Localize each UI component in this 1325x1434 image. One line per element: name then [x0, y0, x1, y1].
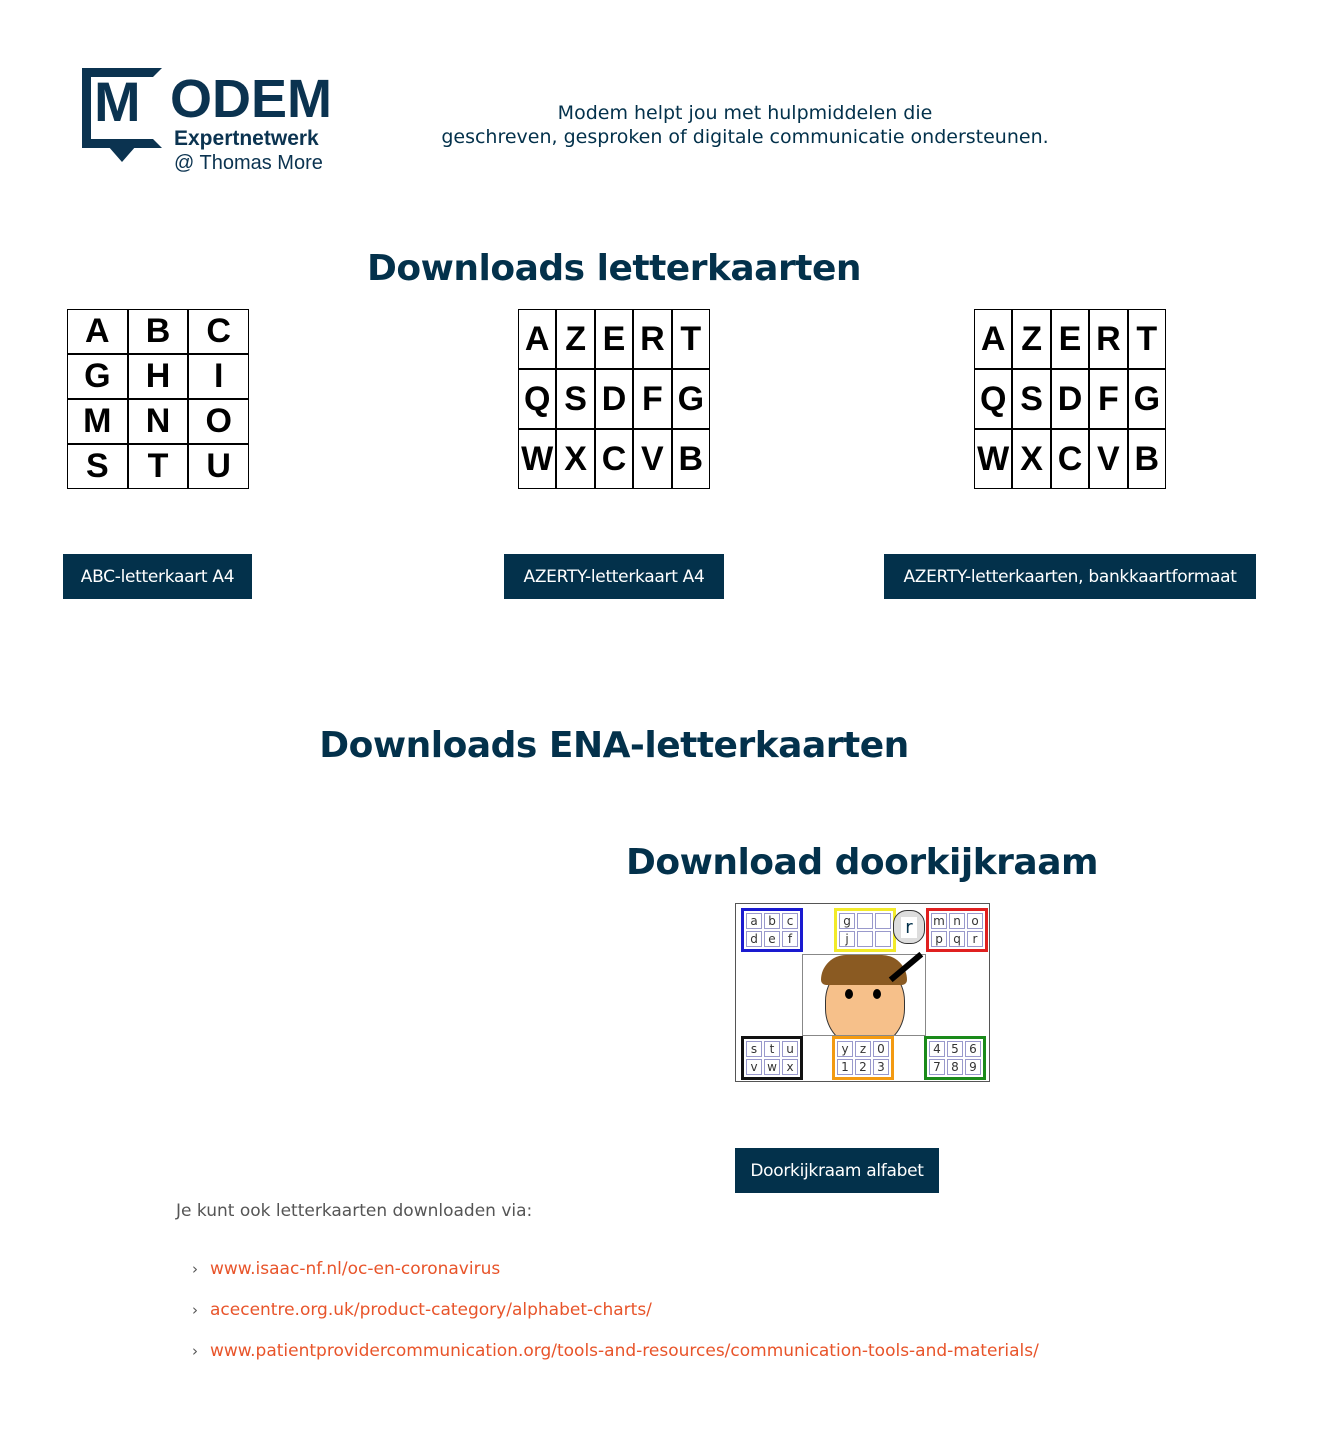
modem-logo[interactable]: [82, 68, 342, 178]
letter-cell: Z: [557, 310, 593, 368]
letter-cell: S: [1013, 370, 1049, 428]
chevron-right-icon: ›: [192, 1342, 198, 1360]
letter-cell: S: [68, 445, 127, 488]
letter-cell: 2: [855, 1059, 871, 1075]
logo-m: M: [94, 70, 139, 133]
letter-cell: 8: [947, 1059, 963, 1075]
link-text[interactable]: www.patientprovidercommunication.org/tools-and-resources/communication-tools-and-materials/: [210, 1341, 1039, 1361]
letter-cell: D: [596, 370, 632, 428]
letter-cell: E: [1052, 310, 1088, 368]
letter-cell: 9: [965, 1059, 981, 1075]
letter-cell: C: [596, 430, 632, 488]
letter-cell: y: [837, 1041, 853, 1057]
letter-cell: a: [746, 913, 762, 929]
logo-subtitle: Expertnetwerk: [174, 127, 319, 150]
letter-cell: A: [975, 310, 1011, 368]
letter-cell: d: [746, 931, 762, 947]
letter-cell: M: [68, 400, 127, 443]
heading-ena-letterkaarten: Downloads ENA-letterkaarten: [319, 725, 909, 766]
letter-cell: 7: [929, 1059, 945, 1075]
letter-cell: C: [189, 310, 248, 353]
letter-cell: [857, 913, 873, 929]
letter-cell: B: [673, 430, 709, 488]
letter-cell: N: [129, 400, 188, 443]
letter-cell: j: [839, 931, 855, 947]
letter-cell: W: [519, 430, 555, 488]
letter-cell: g: [839, 913, 855, 929]
letter-cell: b: [764, 913, 780, 929]
letter-group: [832, 1036, 894, 1080]
azerty-bankkaart-button[interactable]: AZERTY-letterkaarten, bankkaartformaat: [884, 554, 1256, 599]
letter-cell: E: [596, 310, 632, 368]
letter-cell: A: [68, 310, 127, 353]
tagline: [380, 101, 1110, 149]
letter-cell: e: [764, 931, 780, 947]
letter-cell: Q: [975, 370, 1011, 428]
letter-cell: Q: [519, 370, 555, 428]
letter-cell: G: [673, 370, 709, 428]
letter-cell: A: [519, 310, 555, 368]
letter-cell: p: [931, 931, 947, 947]
letter-cell: I: [189, 355, 248, 398]
letter-cell: F: [634, 370, 670, 428]
doorkijkraam-preview[interactable]: [735, 903, 990, 1082]
letter-cell: B: [1129, 430, 1165, 488]
letter-cell: 4: [929, 1041, 945, 1057]
logo-odem: ODEM: [170, 69, 332, 129]
letter-cell: G: [1129, 370, 1165, 428]
letter-cell: q: [949, 931, 965, 947]
letter-group: [741, 1036, 803, 1080]
link-acecentre[interactable]: [192, 1300, 652, 1320]
letter-cell: 0: [873, 1041, 889, 1057]
letter-cell: V: [1090, 430, 1126, 488]
letter-cell: w: [764, 1059, 780, 1075]
letter-cell: O: [189, 400, 248, 443]
letter-cell: V: [634, 430, 670, 488]
abc-letterkaart-button[interactable]: ABC-letterkaart A4: [63, 554, 252, 599]
azerty-bankkaart-preview[interactable]: [974, 309, 1166, 489]
letter-cell: [857, 931, 873, 947]
letter-cell: T: [673, 310, 709, 368]
letter-cell: r: [967, 931, 983, 947]
chevron-right-icon: ›: [192, 1301, 198, 1319]
letter-cell: v: [746, 1059, 762, 1075]
bubble-letter: r: [901, 917, 916, 938]
letter-cell: 3: [873, 1059, 889, 1075]
also-download-text: Je kunt ook letterkaarten downloaden via:: [176, 1201, 533, 1221]
letter-cell: t: [764, 1041, 780, 1057]
link-text[interactable]: acecentre.org.uk/product-category/alphabet-charts/: [210, 1300, 652, 1320]
tagline-line-1: Modem helpt jou met hulpmiddelen die: [557, 102, 933, 124]
letter-cell: n: [949, 913, 965, 929]
link-patientprovider[interactable]: [192, 1341, 1039, 1361]
letter-cell: 6: [965, 1041, 981, 1057]
heading-doorkijkraam: Download doorkijkraam: [625, 842, 1099, 883]
letter-cell: Z: [1013, 310, 1049, 368]
logo-affiliation: @ Thomas More: [174, 152, 323, 174]
letter-cell: X: [557, 430, 593, 488]
letter-cell: T: [129, 445, 188, 488]
link-isaac[interactable]: [192, 1259, 500, 1279]
letter-cell: X: [1013, 430, 1049, 488]
letter-cell: u: [782, 1041, 798, 1057]
speech-bubble-tail: [108, 146, 136, 162]
letter-cell: m: [931, 913, 947, 929]
letter-cell: 1: [837, 1059, 853, 1075]
letter-cell: f: [782, 931, 798, 947]
chevron-right-icon: ›: [192, 1260, 198, 1278]
link-text[interactable]: www.isaac-nf.nl/oc-en-coronavirus: [210, 1259, 501, 1279]
letter-group: [924, 1036, 986, 1080]
letter-cell: W: [975, 430, 1011, 488]
azerty-letterkaart-button[interactable]: AZERTY-letterkaart A4: [504, 554, 724, 599]
letter-cell: C: [1052, 430, 1088, 488]
letter-cell: U: [189, 445, 248, 488]
letter-cell: D: [1052, 370, 1088, 428]
letter-cell: S: [557, 370, 593, 428]
letter-cell: G: [68, 355, 127, 398]
abc-letterkaart-preview[interactable]: [67, 309, 249, 489]
letter-cell: R: [634, 310, 670, 368]
letter-cell: H: [129, 355, 188, 398]
tagline-line-2: geschreven, gesproken of digitale communicatie ondersteunen.: [441, 126, 1049, 148]
thought-bubble: [893, 910, 925, 944]
letter-cell: x: [782, 1059, 798, 1075]
doorkijkraam-alfabet-button[interactable]: Doorkijkraam alfabet: [735, 1148, 939, 1193]
letter-cell: [875, 913, 891, 929]
letter-group: [926, 908, 988, 952]
letter-cell: F: [1090, 370, 1126, 428]
letter-cell: z: [855, 1041, 871, 1057]
letter-group: [834, 908, 896, 952]
letter-group: [741, 908, 803, 952]
letter-cell: s: [746, 1041, 762, 1057]
letter-cell: [875, 931, 891, 947]
letter-cell: 5: [947, 1041, 963, 1057]
heading-downloads-letterkaarten: Downloads letterkaarten: [367, 248, 861, 289]
letter-cell: B: [129, 310, 188, 353]
letter-cell: R: [1090, 310, 1126, 368]
letter-cell: o: [967, 913, 983, 929]
azerty-letterkaart-preview[interactable]: [518, 309, 710, 489]
letter-cell: c: [782, 913, 798, 929]
letter-cell: T: [1129, 310, 1165, 368]
